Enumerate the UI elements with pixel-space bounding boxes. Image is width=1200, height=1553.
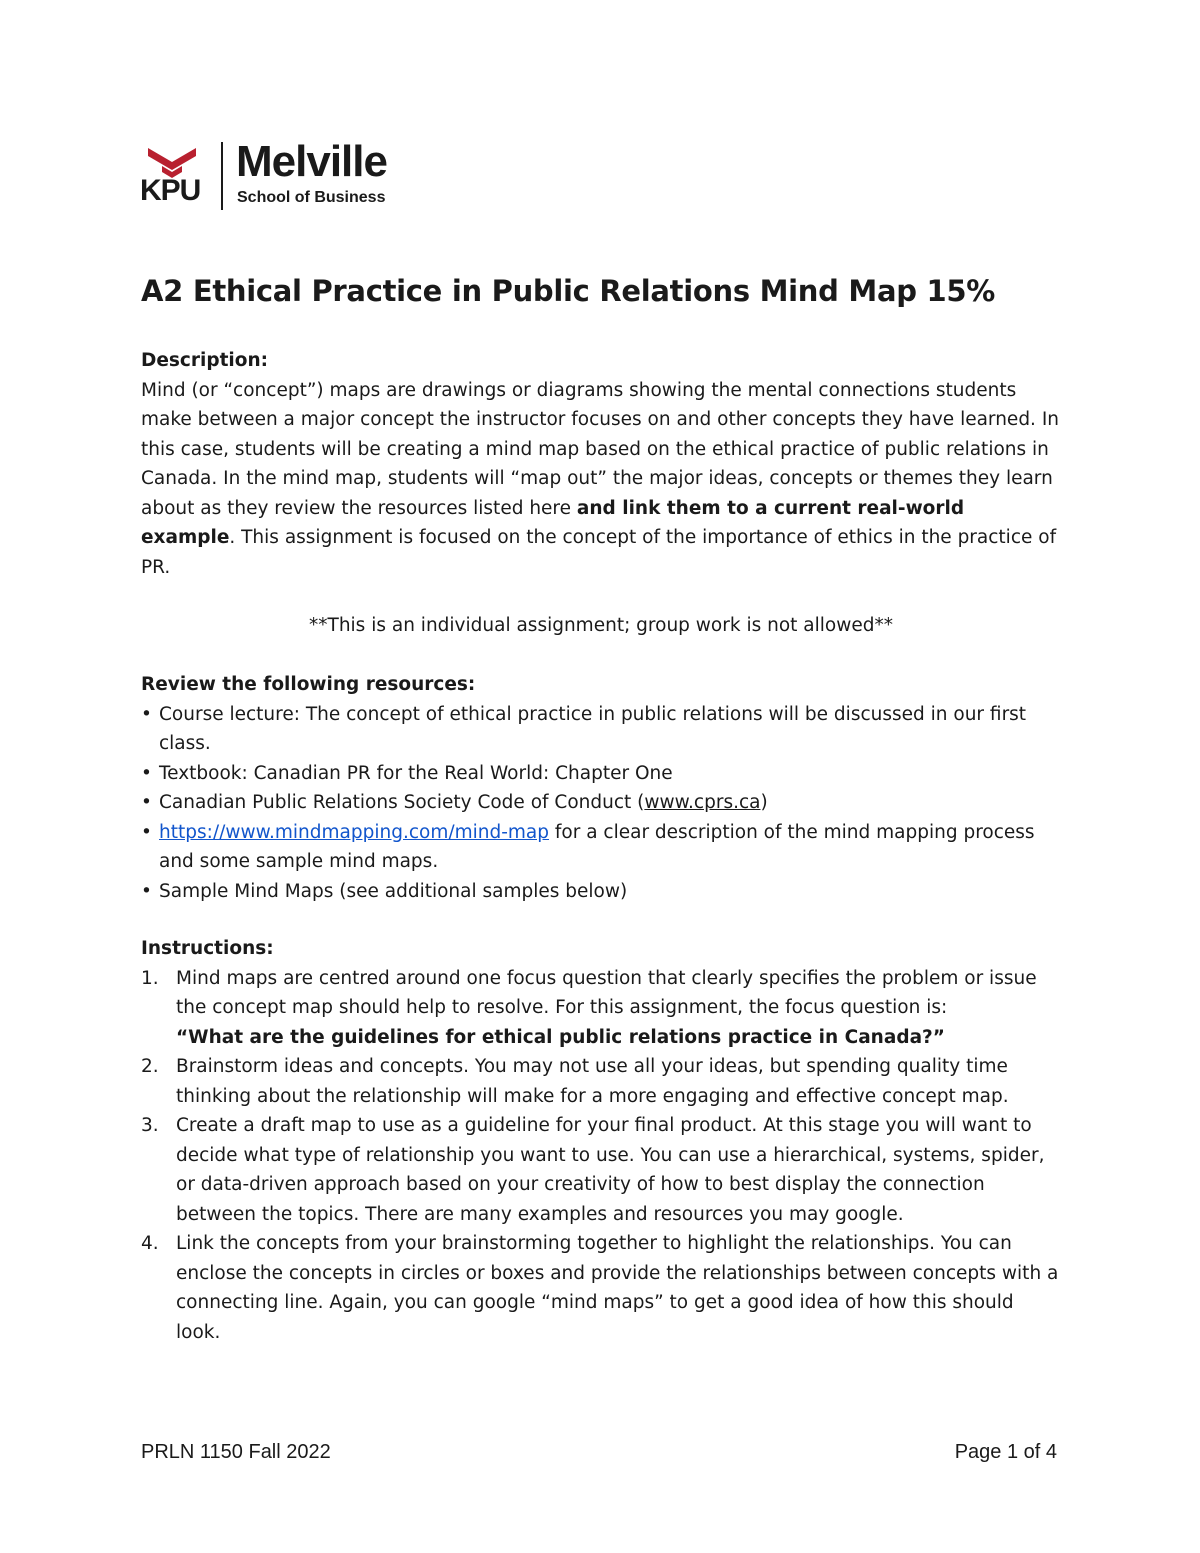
individual-assignment-notice: **This is an individual assignment; group work is not allowed** — [309, 615, 893, 636]
resource-cprs-text: Canadian Public Relations Society Code of Conduct ( — [159, 792, 645, 813]
item-number: 2. — [141, 1056, 159, 1077]
description-text-part1: Mind (or “concept”) maps are drawings or diagrams showing the mental connections students make between a major concept the instructor focuses on and other concepts they have learned. In this case, students will be creating a mind map based on the ethical practice of public relations in Canada. In the mind map, students will “map out” the major ideas, concepts or themes they learn about as they review the resources listed here — [141, 379, 1059, 519]
logo-divider — [221, 142, 223, 210]
document-title: A2 Ethical Practice in Public Relations Mind Map 15% — [141, 274, 995, 308]
item-number: 1. — [141, 967, 159, 989]
resources-list — [141, 700, 1061, 907]
kpu-melville-logo — [140, 137, 410, 210]
footer-page-number: Page 1 of 4 — [954, 1441, 1057, 1463]
instruction-text: Mind maps are centred around one focus question that clearly specifies the problem or issue the concept map should help to resolve. For this assignment, the focus question is: — [176, 967, 1037, 1018]
instruction-text: Brainstorm ideas and concepts. You may not use all your ideas, but spending quality time thinking about the relationship will make for a more engaging and effective concept map. — [176, 1056, 1009, 1107]
description-heading: Description: — [141, 350, 269, 371]
list-item — [141, 877, 1061, 907]
instructions-list — [141, 964, 1061, 1348]
list-item — [141, 818, 1061, 877]
instructions-heading: Instructions: — [141, 938, 274, 959]
instruction-text: Link the concepts from your brainstorming together to highlight the relationships. You can enclose the concepts in circles or boxes and provide the relationships between concepts with a connecting line. Again, you can google “mind maps” to get a good idea of how this should look. — [176, 1233, 1059, 1343]
mindmapping-link[interactable]: https://www.mindmapping.com/mind-map — [159, 821, 549, 843]
description-text-bold: and link them to a current real-world example — [141, 497, 965, 548]
list-item — [141, 759, 1061, 789]
resources-heading: Review the following resources: — [141, 674, 476, 695]
kpu-logo-mark — [140, 142, 204, 208]
cprs-link[interactable]: www.cprs.ca — [644, 792, 761, 813]
bullet: • — [141, 880, 152, 902]
item-number: 4. — [141, 1233, 159, 1254]
resource-samples: Sample Mind Maps (see additional samples below) — [159, 880, 628, 902]
resources-section — [141, 670, 1061, 906]
bullet: • — [141, 703, 152, 725]
instructions-section — [141, 934, 1061, 1347]
item-number: 3. — [141, 1115, 159, 1136]
list-item — [141, 1229, 1061, 1347]
resource-mindmapping-text: for a clear description of the mind mapping process and some sample mind maps. — [159, 821, 1035, 872]
resource-textbook: Textbook: Canadian PR for the Real World: Chapter One — [159, 762, 673, 784]
resource-cprs-close: ) — [760, 792, 768, 813]
list-item — [141, 964, 1061, 1053]
instruction-text: Create a draft map to use as a guideline for your final product. At this stage you will want to decide what type of relationship you want to use. You can use a hierarchical, systems, spider, or data-driven approach based on your creativity of how to best display the connection between the topics. There are many examples and resources you may google. — [176, 1115, 1045, 1225]
list-item — [141, 1052, 1061, 1111]
description-section — [141, 346, 1061, 582]
bullet: • — [141, 762, 152, 784]
bullet: • — [141, 821, 152, 843]
list-item — [141, 1111, 1061, 1229]
list-item — [141, 788, 1061, 818]
focus-question: “What are the guidelines for ethical public relations practice in Canada?” — [176, 1026, 945, 1048]
footer-course: PRLN 1150 Fall 2022 — [141, 1441, 331, 1463]
bullet: • — [141, 792, 152, 813]
melville-wordmark: Melville — [236, 137, 387, 186]
kpu-wordmark: KPU — [140, 174, 201, 207]
resource-lecture: Course lecture: The concept of ethical practice in public relations will be discussed in our first class. — [159, 703, 1027, 754]
description-text-part2: . This assignment is focused on the concept of the importance of ethics in the practice of PR. — [141, 527, 1057, 578]
school-of-business-label: School of Business — [237, 189, 386, 206]
list-item — [141, 700, 1061, 759]
description-paragraph — [141, 376, 1061, 583]
